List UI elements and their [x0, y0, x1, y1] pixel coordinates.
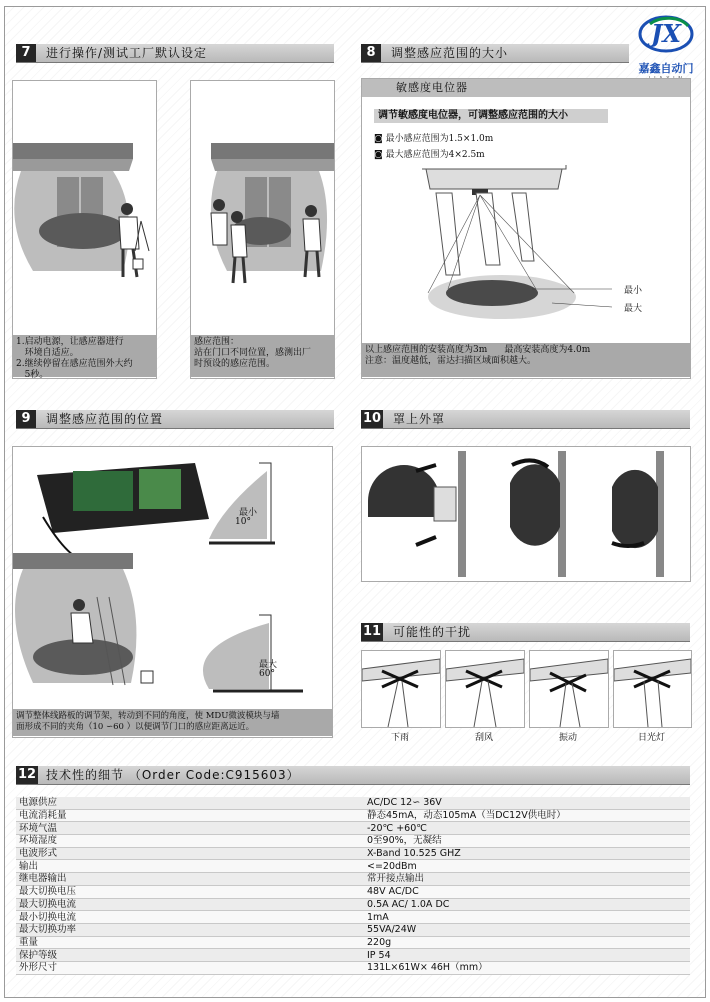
spec-key: 保护等级	[16, 949, 364, 962]
caption-line: 时预设的感应范围。	[194, 359, 276, 369]
vibration-icon	[530, 651, 608, 727]
section-7-header	[16, 44, 334, 63]
spec-key: 电波形式	[16, 847, 364, 860]
section-11-header	[361, 623, 690, 642]
spec-key: 电源供应	[16, 797, 364, 809]
spec-value: IP 54	[364, 949, 690, 962]
spec-value: 220g	[364, 936, 690, 949]
fluorescent-light-icon	[614, 651, 691, 727]
sec8-label-min: 最小	[624, 286, 643, 296]
caption-line: 1.启动电源，让感应器进行	[16, 337, 124, 347]
interference-label: 日光灯	[637, 733, 665, 743]
rain-icon	[362, 651, 440, 727]
caption-line: 面形成不同的夹角（10 ∽60 ）以便调节门口的感应距离远近。	[16, 722, 255, 732]
table-row	[16, 911, 690, 924]
sec9-caption	[13, 709, 332, 736]
spec-value: 131L×61W× 46H（mm）	[364, 961, 690, 974]
table-row	[16, 797, 690, 809]
caption-line: 感应范围：	[194, 337, 240, 347]
sec7-illustration-left	[13, 81, 156, 336]
section-10-header	[361, 410, 690, 429]
spec-key: 输出	[16, 860, 364, 873]
table-row	[16, 860, 690, 873]
sec7-illustration-right	[191, 81, 334, 336]
interference-vibration	[529, 650, 609, 728]
sec10-cover-illustration	[362, 447, 690, 581]
interference-fluorescent-light	[613, 650, 692, 728]
spec-value: 0.5A AC/ 1.0A DC	[364, 898, 690, 911]
table-row	[16, 809, 690, 822]
potentiometer-min-icon: ◙	[374, 134, 386, 144]
spec-key: 电流消耗量	[16, 809, 364, 822]
sec9-illustration	[13, 447, 332, 707]
spec-key: 环境湿度	[16, 835, 364, 848]
interference-label: 刮风	[474, 733, 493, 743]
spec-value: 常开接点输出	[364, 873, 690, 886]
interference-wind	[445, 650, 525, 728]
table-row	[16, 923, 690, 936]
sec8-subtitle: 敏感度电位器	[396, 81, 468, 94]
table-row	[16, 822, 690, 835]
table-row	[16, 885, 690, 898]
spec-table	[16, 797, 690, 975]
section-7-number: 7	[16, 44, 36, 62]
section-9-header	[16, 410, 334, 429]
spec-key: 环境气温	[16, 822, 364, 835]
table-row	[16, 873, 690, 886]
section-9-number: 9	[16, 410, 36, 428]
spec-value: 55VA/24W	[364, 923, 690, 936]
spec-value: 0至90%，无凝结	[364, 835, 690, 848]
brand-name: 嘉鑫自动门	[638, 62, 694, 75]
caption-line: 注意：温度越低，雷达扫描区域面积越大。	[365, 356, 537, 366]
section-8-header	[361, 44, 629, 63]
caption-line: 站在门口不同位置，感测出厂	[194, 348, 312, 358]
spec-value: <=20dBm	[364, 860, 690, 873]
caption-line: 以上感应范围的安装高度为3m 最高安装高度为4.0m	[365, 345, 591, 355]
spec-key: 外形尺寸	[16, 961, 364, 974]
wind-icon	[446, 651, 524, 727]
section-10-title: 罩上外罩	[393, 412, 446, 426]
table-row	[16, 961, 690, 974]
svg-text:JX: JX	[651, 19, 681, 48]
sec9-panel	[12, 446, 333, 738]
caption-line: 2.继续停留在感应范围外大约	[16, 359, 133, 369]
brand-logo	[630, 12, 702, 74]
caption-line: 调节整体线路板的调节架，转动到不同的角度，使 MDU微波模块与墙	[16, 711, 280, 721]
table-row	[16, 898, 690, 911]
sec7-caption-left	[13, 335, 156, 380]
sec7-panel-left	[12, 80, 157, 379]
section-7-title: 进行操作/测试工厂默认设定	[46, 46, 208, 60]
sec8-panel	[361, 78, 691, 379]
spec-value: 1mA	[364, 911, 690, 924]
sec8-max-line	[374, 147, 485, 160]
sec8-max-text: 最大感应范围为4×2.5m	[385, 150, 485, 160]
section-12-header	[16, 766, 690, 785]
interference-rain	[361, 650, 441, 728]
brand-logo-icon	[630, 12, 702, 56]
sec8-subheader	[362, 79, 690, 97]
section-9-title: 调整感应范围的位置	[46, 412, 164, 426]
spec-key: 重量	[16, 936, 364, 949]
sec9-angle-max-value: 60°	[259, 669, 275, 679]
section-10-number: 10	[362, 411, 382, 426]
sec11-row	[361, 650, 690, 746]
table-row	[16, 936, 690, 949]
spec-value: -20℃ +60℃	[364, 822, 690, 835]
spec-key: 最大切换电压	[16, 885, 364, 898]
section-12-number: 12	[17, 767, 37, 782]
sec9-angle-min-label: 最小	[239, 508, 258, 518]
sec7-panel-right	[190, 80, 335, 379]
potentiometer-max-icon: ◙	[374, 150, 386, 160]
spec-key: 最大切换电流	[16, 898, 364, 911]
sec10-panel	[361, 446, 691, 582]
section-11-title: 可能性的干扰	[393, 625, 472, 639]
spec-key: 最大切换功率	[16, 923, 364, 936]
spec-value: AC/DC 12∽ 36V	[364, 797, 690, 809]
caption-line: 环境自适应。	[16, 348, 79, 358]
sec9-angle-min-value: 10°	[235, 517, 251, 527]
spec-value: 静态45mA，动态105mA（当DC12V供电时）	[364, 809, 690, 822]
section-8-title: 调整感应范围的大小	[391, 46, 509, 60]
table-row	[16, 949, 690, 962]
section-8-number: 8	[361, 44, 381, 62]
table-row	[16, 847, 690, 860]
spec-value: X-Band 10.525 GHZ	[364, 847, 690, 860]
spec-key: 最小切换电流	[16, 911, 364, 924]
interference-label: 下雨	[390, 733, 409, 743]
table-row	[16, 835, 690, 848]
section-12-title: 技术性的细节 （Order Code:C915603）	[46, 768, 300, 782]
sec8-min-line	[374, 131, 493, 144]
caption-line: 5秒。	[16, 370, 49, 380]
sec9-angle-max-label: 最大	[259, 660, 278, 670]
sec8-note-box: 调节敏感度电位器，可调整感应范围的大小	[374, 109, 608, 123]
spec-value: 48V AC/DC	[364, 885, 690, 898]
section-11-number: 11	[362, 624, 382, 639]
sec7-caption-right	[191, 335, 334, 377]
sec8-caption	[362, 343, 690, 377]
spec-key: 继电器输出	[16, 873, 364, 886]
sec8-min-text: 最小感应范围为1.5×1.0m	[385, 134, 494, 144]
sec8-range-diagram	[362, 165, 690, 345]
sec8-label-max: 最大	[624, 304, 643, 314]
interference-label: 振动	[558, 733, 577, 743]
